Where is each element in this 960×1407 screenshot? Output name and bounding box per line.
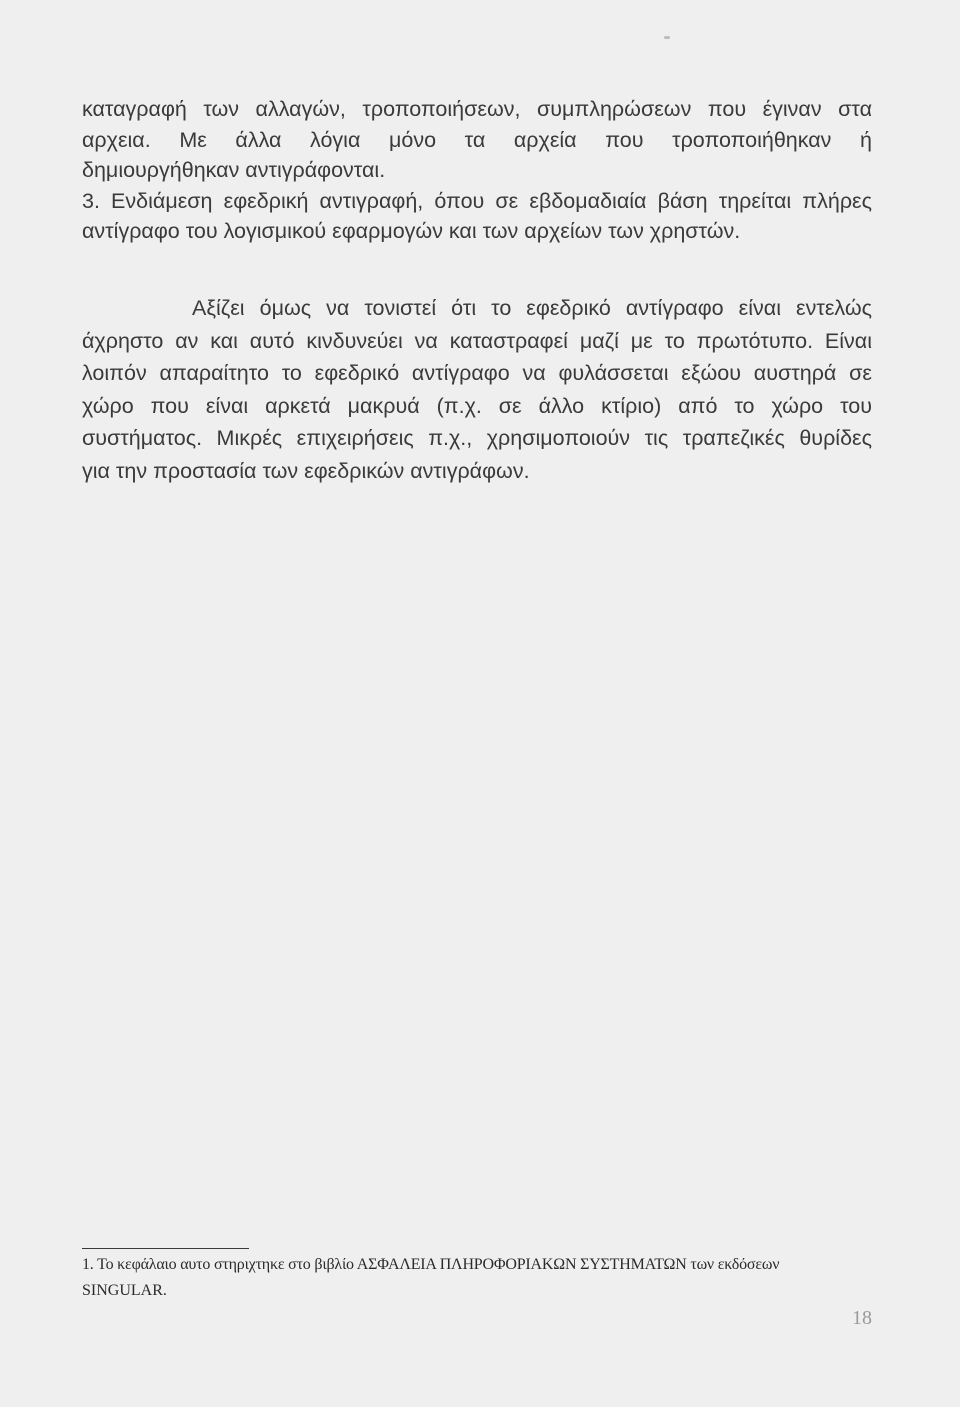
text-line: Αξίζει όμως να τονιστεί ότι το εφεδρικό αντίγραφο είναι εντελώς [192,296,872,320]
text-line: δημιουργήθηκαν αντιγράφονται. [82,158,386,182]
text-line: αντίγραφο του λογισμικού εφαρμογών και των αρχείων των χρηστών. [82,219,741,243]
text-line: για την προστασία των εφεδρικών αντιγράφων. [82,458,530,483]
footnote [82,1252,882,1304]
text-line: άχρηστο αν και αυτό κινδυνεύει να καταστραφεί μαζί με το πρωτότυπο. Είναι [82,328,872,353]
text-line: χώρο που είναι αρκετά μακρυά (π.χ. σε άλλο κτίριο) από το χώρο του [82,393,872,418]
body-paragraph [82,292,872,488]
text-line: καταγραφή των αλλαγών, τροποποιήσεων, συμπληρώσεων που έγιναν στα [82,97,872,121]
scan-speck [664,36,670,39]
footnote-line: 1. Το κεφάλαιο αυτο στηριχτηκε στο βιβλίο ΑΣΦΑΛΕΙΑ ΠΛΗΡΟΦΟΡΙΑΚΩΝ ΣΥΣΤΗΜΑΤΩΝ των εκδόσεων [82,1256,780,1273]
list-continuation [82,94,872,247]
text-line: 3. Ενδιάμεση εφεδρική αντιγραφή, όπου σε εβδομαδιαία βάση τηρείται πλήρες [82,188,872,213]
text-line: λοιπόν απαραίτητο το εφεδρικό αντίγραφο να φυλάσσεται εξώου αυστηρά σε [82,361,872,386]
text-line: συστήματος. Μικρές επιχειρήσεις π.χ., χρησιμοποιούν τις τραπεζικές θυρίδες [82,426,872,451]
page-number: 18 [852,1307,872,1329]
text-line: αρχεια. Με άλλα λόγια μόνο τα αρχεία που τροποποιήθηκαν ή [82,127,872,152]
footnote-line: SINGULAR. [82,1282,167,1299]
footnote-divider [82,1248,249,1249]
